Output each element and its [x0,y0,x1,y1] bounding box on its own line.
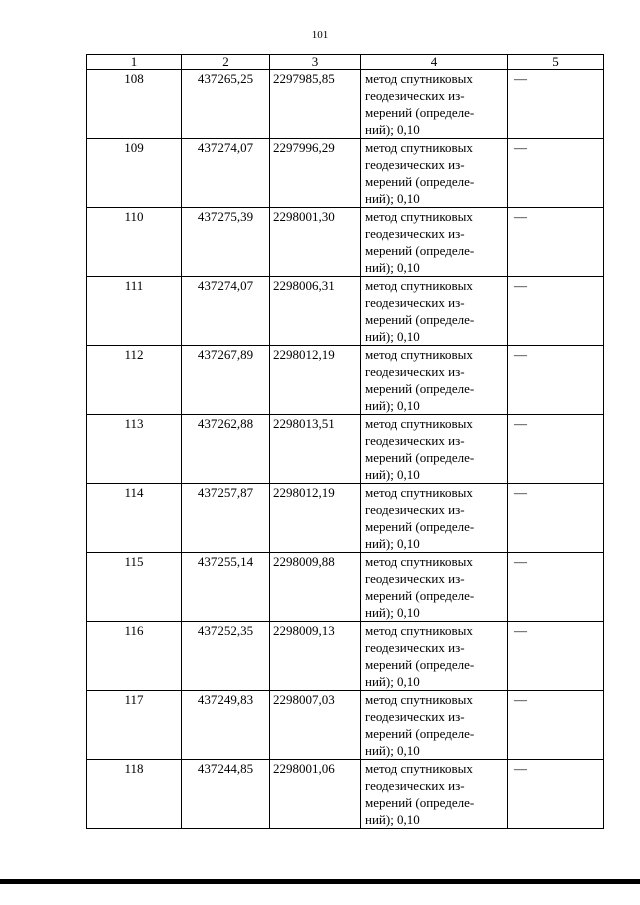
table-row [87,70,604,139]
note-cell: — [508,622,604,691]
method-line: геодезических из- [365,88,465,103]
method-cell [361,484,508,553]
note-cell: — [508,208,604,277]
method-line: метод спутниковых [365,761,473,776]
method-cell [361,622,508,691]
note-cell: — [508,760,604,829]
x-coordinate-cell: 437262,88 [182,415,270,484]
table-body [87,70,604,829]
method-line: мерений (определе- [365,519,475,534]
x-coordinate-cell: 437267,89 [182,346,270,415]
method-line: метод спутниковых [365,140,473,155]
x-coordinate-cell: 437257,87 [182,484,270,553]
table-row [87,760,604,829]
column-header-5: 5 [508,55,604,70]
point-number-cell: 110 [87,208,182,277]
note-cell: — [508,277,604,346]
method-line: геодезических из- [365,640,465,655]
method-line: мерений (определе- [365,588,475,603]
method-line: метод спутниковых [365,278,473,293]
method-line: мерений (определе- [365,795,475,810]
method-line: геодезических из- [365,709,465,724]
method-line: мерений (определе- [365,450,475,465]
method-line: ний); 0,10 [365,812,420,827]
x-coordinate-cell: 437244,85 [182,760,270,829]
method-line: метод спутниковых [365,71,473,86]
x-coordinate-cell: 437249,83 [182,691,270,760]
header-row [87,55,604,70]
note-cell: — [508,70,604,139]
y-coordinate-cell: 2298013,51 [270,415,361,484]
y-coordinate-cell: 2298007,03 [270,691,361,760]
note-cell: — [508,553,604,622]
point-number-cell: 108 [87,70,182,139]
method-cell [361,346,508,415]
y-coordinate-cell: 2298001,06 [270,760,361,829]
table-row [87,208,604,277]
method-line: геодезических из- [365,157,465,172]
y-coordinate-cell: 2298009,88 [270,553,361,622]
method-cell [361,691,508,760]
method-line: геодезических из- [365,502,465,517]
note-cell: — [508,484,604,553]
method-cell [361,70,508,139]
table-header [87,55,604,70]
method-line: ний); 0,10 [365,743,420,758]
method-cell [361,415,508,484]
y-coordinate-cell: 2298006,31 [270,277,361,346]
method-line: мерений (определе- [365,174,475,189]
method-line: мерений (определе- [365,243,475,258]
method-line: метод спутниковых [365,623,473,638]
method-line: ний); 0,10 [365,674,420,689]
coordinates-table [86,54,604,829]
table-row [87,622,604,691]
method-cell [361,760,508,829]
method-line: ний); 0,10 [365,398,420,413]
method-cell [361,553,508,622]
x-coordinate-cell: 437275,39 [182,208,270,277]
method-line: ний); 0,10 [365,191,420,206]
method-line: мерений (определе- [365,657,475,672]
x-coordinate-cell: 437252,35 [182,622,270,691]
y-coordinate-cell: 2297996,29 [270,139,361,208]
method-line: ний); 0,10 [365,122,420,137]
table-row [87,415,604,484]
note-cell: — [508,415,604,484]
y-coordinate-cell: 2298012,19 [270,484,361,553]
method-cell [361,139,508,208]
point-number-cell: 116 [87,622,182,691]
point-number-cell: 115 [87,553,182,622]
column-header-4: 4 [361,55,508,70]
method-line: ний); 0,10 [365,605,420,620]
method-line: метод спутниковых [365,416,473,431]
method-line: геодезических из- [365,295,465,310]
y-coordinate-cell: 2298012,19 [270,346,361,415]
method-cell [361,208,508,277]
y-coordinate-cell: 2298009,13 [270,622,361,691]
table-row [87,553,604,622]
method-line: ний); 0,10 [365,536,420,551]
method-line: ний); 0,10 [365,329,420,344]
table-row [87,691,604,760]
point-number-cell: 118 [87,760,182,829]
y-coordinate-cell: 2297985,85 [270,70,361,139]
bottom-rule [0,879,640,884]
point-number-cell: 114 [87,484,182,553]
x-coordinate-cell: 437274,07 [182,277,270,346]
method-line: ний); 0,10 [365,260,420,275]
point-number-cell: 113 [87,415,182,484]
method-line: геодезических из- [365,571,465,586]
table-row [87,139,604,208]
method-line: геодезических из- [365,433,465,448]
method-line: мерений (определе- [365,726,475,741]
point-number-cell: 109 [87,139,182,208]
method-line: мерений (определе- [365,381,475,396]
column-header-3: 3 [270,55,361,70]
point-number-cell: 111 [87,277,182,346]
table-row [87,346,604,415]
method-line: геодезических из- [365,364,465,379]
page-number: 101 [311,29,329,41]
method-line: ний); 0,10 [365,467,420,482]
note-cell: — [508,691,604,760]
note-cell: — [508,139,604,208]
x-coordinate-cell: 437274,07 [182,139,270,208]
column-header-1: 1 [87,55,182,70]
method-line: метод спутниковых [365,347,473,362]
table-row [87,277,604,346]
point-number-cell: 117 [87,691,182,760]
table-row [87,484,604,553]
method-line: геодезических из- [365,226,465,241]
method-line: мерений (определе- [365,105,475,120]
y-coordinate-cell: 2298001,30 [270,208,361,277]
method-cell [361,277,508,346]
method-line: метод спутниковых [365,209,473,224]
method-line: метод спутниковых [365,554,473,569]
method-line: метод спутниковых [365,485,473,500]
x-coordinate-cell: 437265,25 [182,70,270,139]
column-header-2: 2 [182,55,270,70]
x-coordinate-cell: 437255,14 [182,553,270,622]
method-line: геодезических из- [365,778,465,793]
method-line: мерений (определе- [365,312,475,327]
method-line: метод спутниковых [365,692,473,707]
note-cell: — [508,346,604,415]
point-number-cell: 112 [87,346,182,415]
